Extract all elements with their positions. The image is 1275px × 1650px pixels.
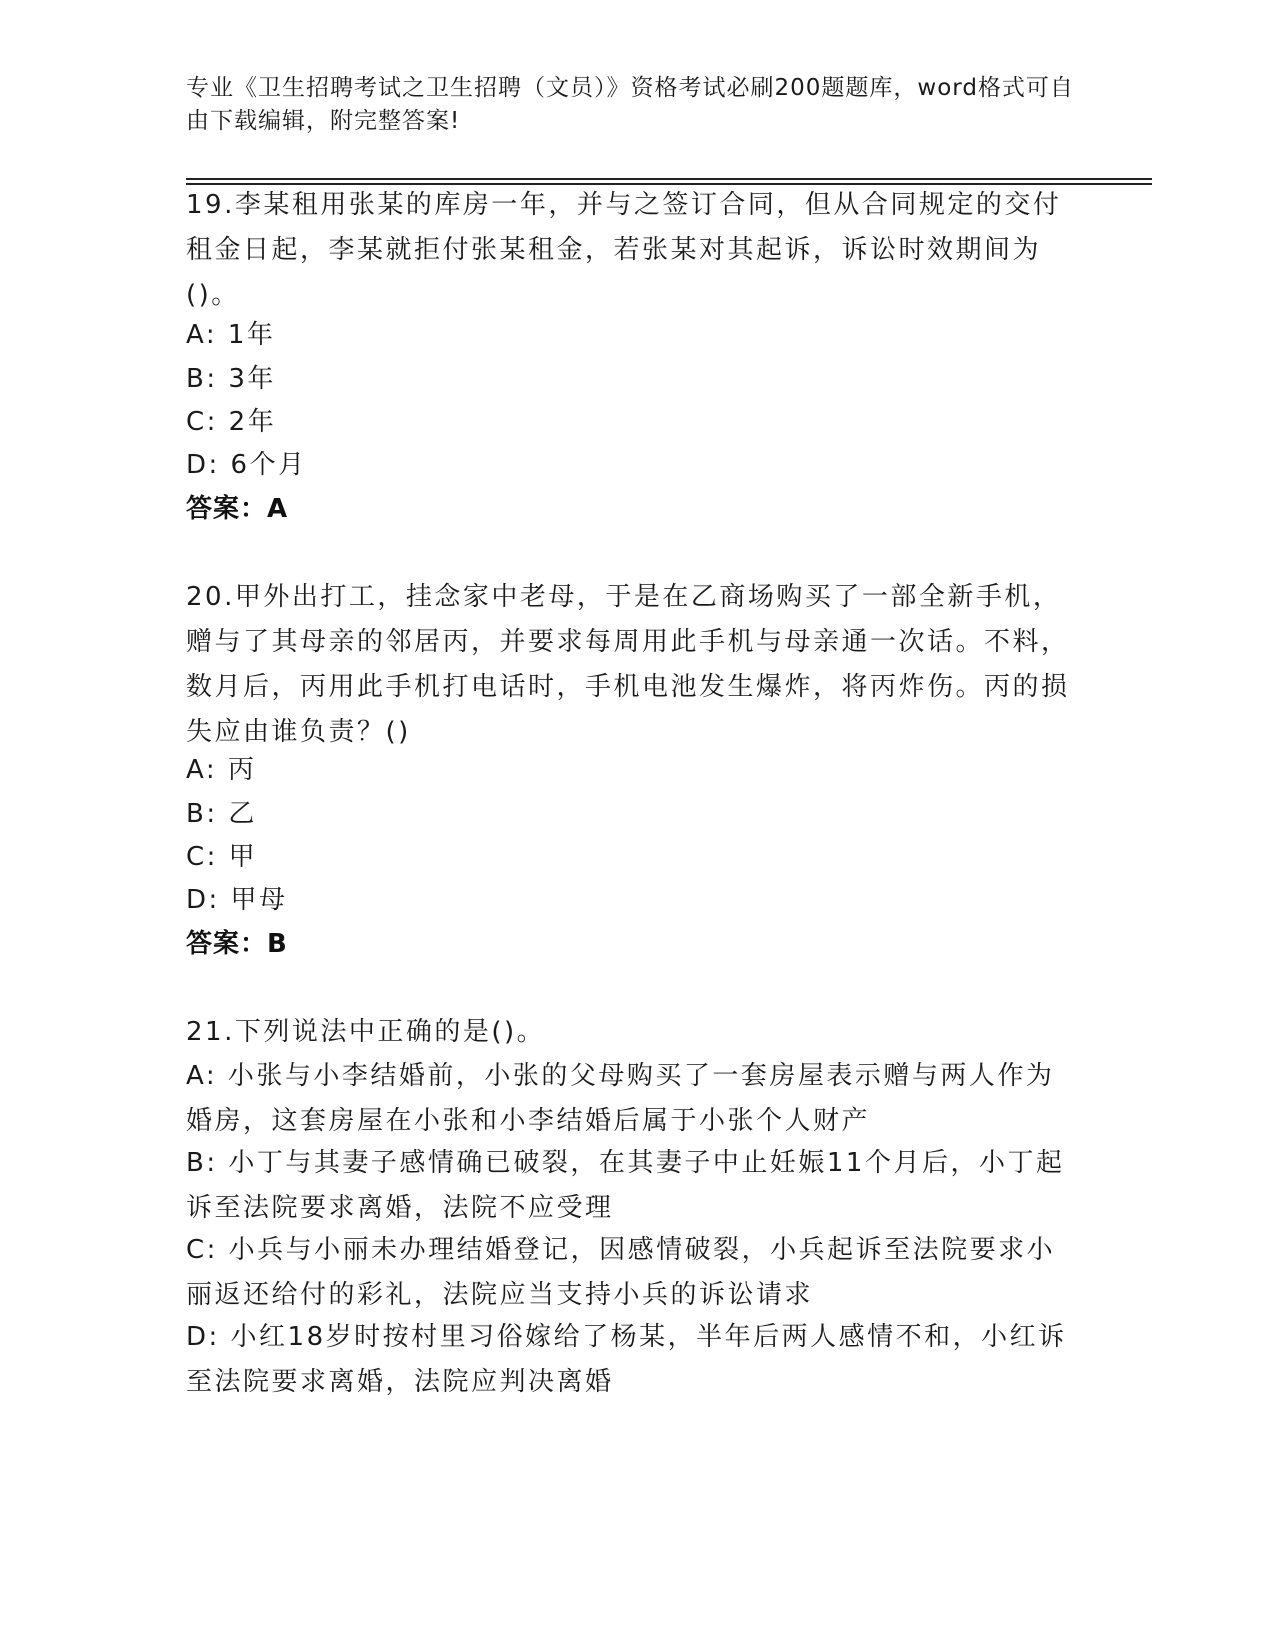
question-20-option-c: C: 甲: [186, 842, 258, 872]
question-20-option-d: D: 甲母: [186, 885, 288, 915]
header-rule-top: [186, 178, 1152, 180]
question-19-option-a: A: 1年: [186, 320, 276, 350]
question-19-answer: 答案：A: [186, 494, 289, 524]
question-21-option-c: C: 小兵与小丽未办理结婚登记，因感情破裂，小兵起诉至法院要求小丽返还给付的彩礼，法院应当支持小兵的诉讼请求: [186, 1235, 1056, 1310]
question-19-option-b: B: 3年: [186, 364, 276, 394]
question-20-option-b: B: 乙: [186, 799, 257, 829]
question-19-option-c: C: 2年: [186, 407, 277, 437]
question-21-option-a: A: 小张与小李结婚前，小张的父母购买了一套房屋表示赠与两人作为婚房，这套房屋在小张和小李结婚后属于小张个人财产: [186, 1061, 1055, 1136]
question-21-option-b: B: 小丁与其妻子感情确已破裂，在其妻子中止妊娠11个月后，小丁起诉至法院要求离婚，法院不应受理: [186, 1148, 1065, 1223]
question-20-answer: 答案：B: [186, 929, 288, 959]
page-header: 专业《卫生招聘考试之卫生招聘（文员）》资格考试必刷200题题库，word格式可自由下载编辑，附完整答案!: [186, 75, 1074, 134]
question-21-option-d: D: 小红18岁时按村里习俗嫁给了杨某，半年后两人感情不和，小红诉至法院要求离婚，法院应判决离婚: [186, 1322, 1067, 1397]
question-19-option-d: D: 6个月: [186, 450, 307, 480]
question-19-text: 19.李某租用张某的库房一年，并与之签订合同，但从合同规定的交付租金日起，李某就拒付张某租金，若张某对其起诉，诉讼时效期间为()。: [186, 190, 1062, 310]
question-20-text: 20.甲外出打工，挂念家中老母，于是在乙商场购买了一部全新手机，赠与了其母亲的邻居丙，并要求每周用此手机与母亲通一次话。不料，数月后，丙用此手机打电话时，手机电池发生爆炸，将丙炸伤。丙的损失应由谁负责？(): [186, 582, 1070, 747]
question-21-text: 21.下列说法中正确的是()。: [186, 1017, 546, 1047]
question-20-option-a: A: 丙: [186, 755, 257, 785]
